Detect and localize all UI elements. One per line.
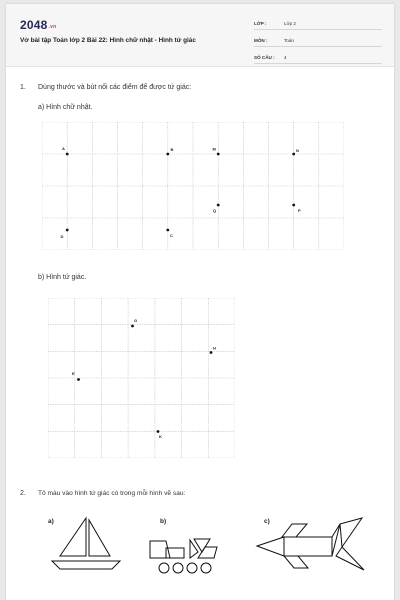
point-e	[77, 378, 80, 381]
point-a-label: A	[62, 146, 65, 151]
point-m	[217, 153, 220, 156]
point-k	[157, 430, 160, 433]
question-2-text: Tô màu vào hình tứ giác có trong mỗi hình vẽ sau:	[38, 490, 186, 497]
point-g	[131, 325, 134, 328]
point-p-label: P	[298, 208, 301, 213]
point-n-label: N	[296, 148, 299, 153]
point-a	[66, 153, 69, 156]
truck-figure	[150, 539, 217, 573]
point-b	[166, 153, 169, 156]
worksheet-title: Vở bài tập Toán lớp 2 Bài 22: Hình chữ nhật - Hình tứ giác	[20, 37, 196, 44]
figure-c-label: c)	[264, 518, 270, 525]
question-1-text: Dùng thước và bút nối các điểm để được tứ giác:	[38, 84, 192, 91]
grid-a-lines	[42, 122, 344, 250]
worksheet-meta	[254, 18, 382, 69]
grid-b-lines	[48, 298, 235, 458]
point-e-label: E	[72, 371, 75, 376]
point-d-label: D	[60, 234, 64, 239]
question-1-part-b: b) Hình tứ giác.	[38, 274, 87, 281]
point-q-label: Q	[213, 208, 217, 213]
point-b-label: B	[170, 147, 174, 152]
grid-a-points	[61, 146, 302, 239]
worksheet-page	[6, 4, 394, 600]
question-2-number: 2.	[20, 490, 26, 497]
grid-b	[48, 298, 235, 458]
airplane-figure	[257, 518, 364, 570]
point-p	[292, 204, 295, 207]
grid-a	[42, 122, 344, 250]
grid-b-points	[72, 318, 216, 439]
figure-a-label: a)	[48, 518, 54, 525]
question-2-figures	[42, 512, 372, 584]
question-1-part-a: a) Hình chữ nhật.	[38, 104, 93, 111]
worksheet-header	[6, 4, 394, 67]
point-c	[166, 229, 169, 232]
point-n	[292, 153, 295, 156]
meta-question-count: SỐ CÂU : 4	[254, 52, 382, 64]
point-c-label: C	[170, 233, 173, 238]
question-1-number: 1.	[20, 84, 26, 91]
point-q	[217, 204, 220, 207]
meta-subject: MÔN : Toán	[254, 35, 382, 47]
point-h-label: H	[213, 345, 216, 351]
point-k-label: K	[159, 434, 162, 439]
meta-class: LỚP : Lớp 2	[254, 18, 382, 30]
site-logo[interactable]: 2048.vn	[20, 18, 57, 32]
figure-b-label: b)	[160, 518, 167, 525]
point-d	[66, 229, 69, 232]
point-m-label: M	[212, 146, 216, 152]
sailboat-figure	[52, 518, 120, 569]
point-h	[210, 351, 213, 354]
point-g-label: G	[134, 318, 138, 323]
